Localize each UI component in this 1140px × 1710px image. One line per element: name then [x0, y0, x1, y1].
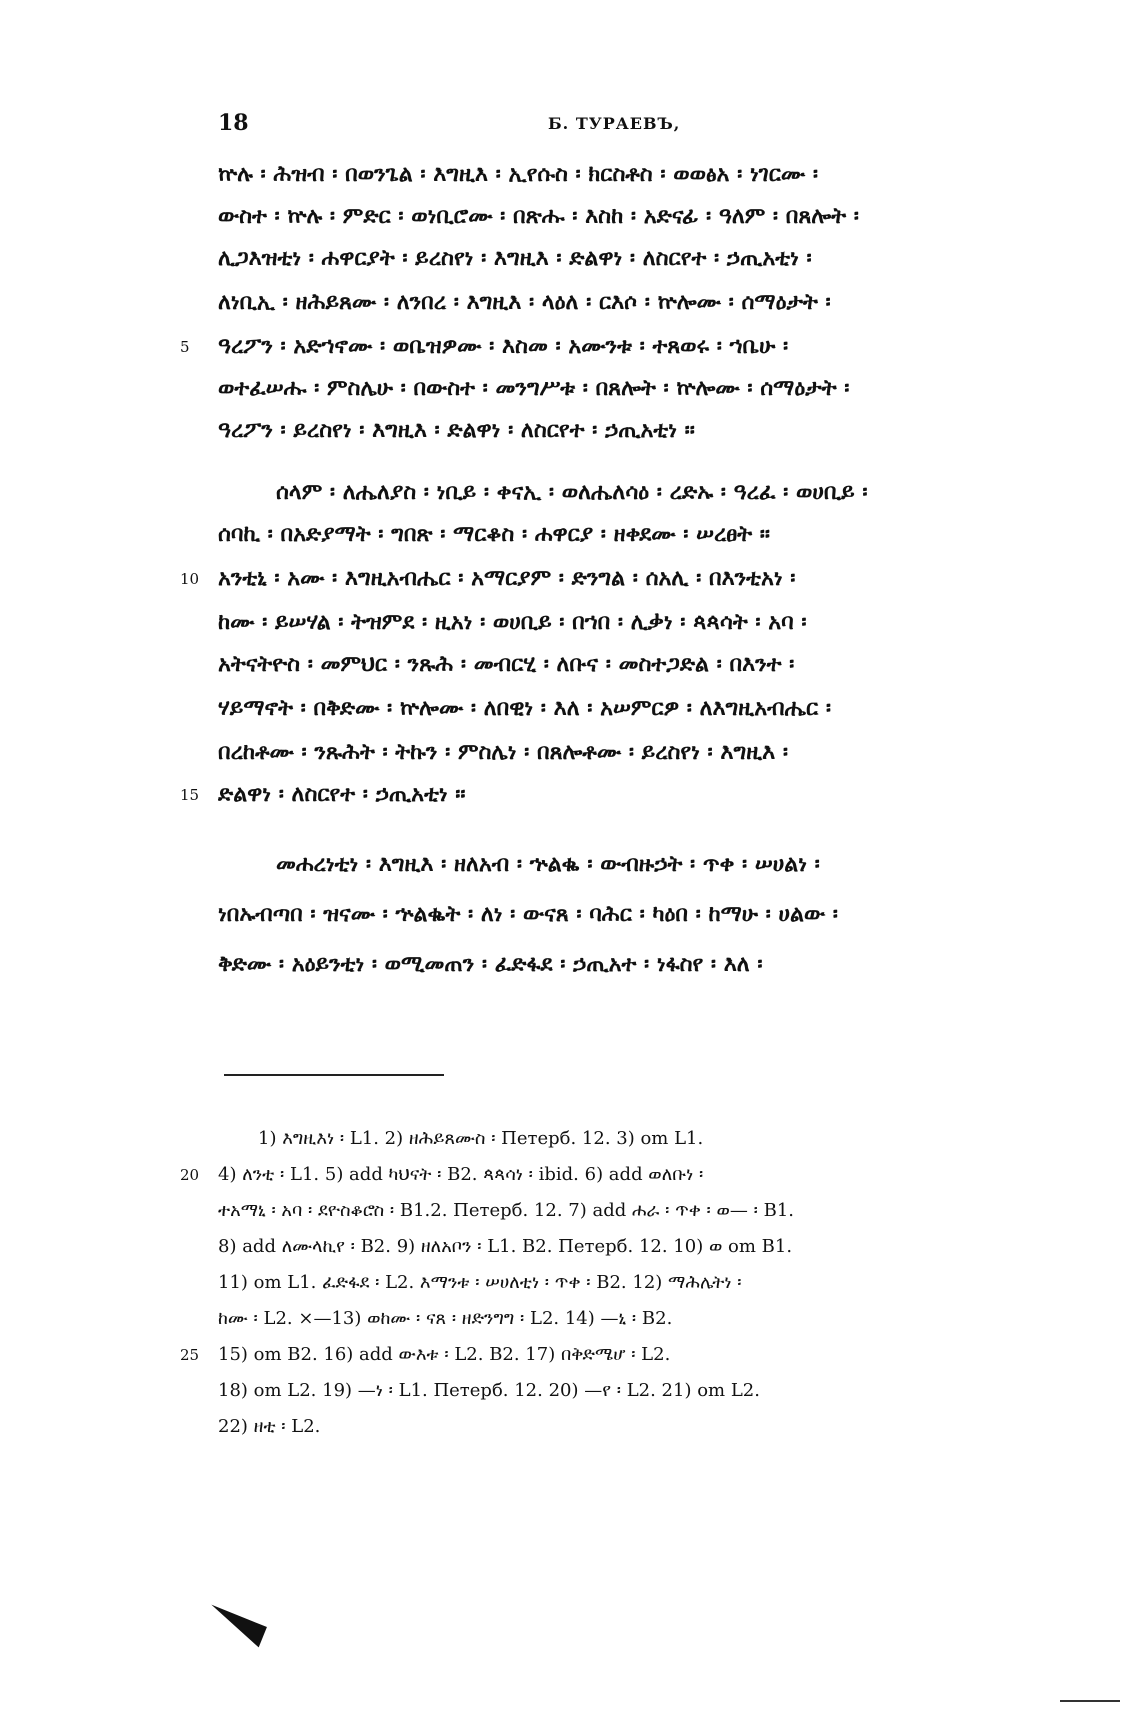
line-number: 15: [180, 786, 200, 804]
text-line: ወተፈሠሑ ፡ ምስሌሁ ፡ በውስተ ፡ መንግሥቱ ፡ በጸሎት ፡ ኵሎሙ ፡ ሰማዕታት ፡: [218, 376, 850, 401]
text-line: ሊጋእዝቲነ ፡ ሐዋርያት ፡ ይረስየነ ፡ እግዚእ ፡ ድልዋነ ፡ ለስርየተ ፡ ኃጢአቲነ ፡: [218, 246, 812, 271]
footnote-line: 15) om B2. 16) add ውእቱ ፡ L2. B2. 17) በቅድሜሆ ፡ L2.: [218, 1344, 671, 1365]
line-number: 10: [180, 570, 200, 588]
ink-smudge: [203, 1605, 267, 1648]
text-line: ኵሉ ፡ ሕዝብ ፡ በወንጌል ፡ እግዚእ ፡ ኢየሱስ ፡ ክርስቶስ ፡ ወወፅአ ፡ ነገርሙ ፡: [218, 162, 819, 187]
footnote-line: 1) እግዚእነ ፡ L1. 2) ዘሕይጸሙስ ፡ Петерб. 12. 3) om L1.: [258, 1128, 704, 1149]
footnote-line: ከሙ ፡ L2. ×—13) ወከሙ ፡ ናጸ ፡ ዘድንግግ ፡ L2. 14) —ኒ ፡ B2.: [218, 1308, 673, 1329]
footnote-line: 18) om L2. 19) —ነ ፡ L1. Петерб. 12. 20) —የ ፡ L2. 21) om L2.: [218, 1380, 760, 1401]
footnote-line: ተአማኒ ፡ አባ ፡ ደዮስቆሮስ ፡ B1.2. Петерб. 12. 7) add ሐራ ፡ ጥቀ ፡ ወ— ፡ B1.: [218, 1200, 795, 1221]
footnote-line: 22) ዘቲ ፡ L2.: [218, 1416, 321, 1437]
page-number: 18: [218, 110, 249, 136]
text-line: በረከቶሙ ፡ ንጹሕት ፡ ትኩን ፡ ምስሌነ ፡ በጸሎቶሙ ፡ ይረስየነ ፡ እግዚእ ፡: [218, 740, 789, 765]
running-head: Б. ТУРАЕВЪ,: [548, 114, 681, 133]
line-number: 20: [180, 1166, 200, 1184]
line-number: 25: [180, 1346, 200, 1364]
footnote-line: 11) om L1. ፈድፋደ ፡ L2. እማንቱ ፡ ሠሀለቲነ ፡ ጥቀ ፡ B2. 12) ማሕሌትነ ፡: [218, 1272, 742, 1293]
text-line: መሐረነቲነ ፡ እግዚእ ፡ ዘለአብ ፡ ኍልቈ ፡ ውብዙኃት ፡ ጥቀ ፡ ሠሀልነ ፡: [276, 852, 820, 877]
footnote-line: 8) add ለሙላኪየ ፡ B2. 9) ዘለአቦን ፡ L1. B2. Петерб. 12. 10) ወ om B1.: [218, 1236, 793, 1257]
text-line: አትናትዮስ ፡ መምህር ፡ ንጹሕ ፡ መብርሂ ፡ ለቡና ፡ መስተጋድል ፡ በእንተ ፡: [218, 652, 795, 677]
scan-edge-mark: [1060, 1700, 1120, 1702]
text-line: ውስተ ፡ ኵሉ ፡ ምድር ፡ ወነቢሮሙ ፡ በጽሑ ፡ እስከ ፡ አድናፊ ፡ ዓለም ፡ በጸሎት ፡: [218, 204, 859, 229]
text-line: ቅድሙ ፡ አዕይንቲነ ፡ ወሚመጠን ፡ ፈድፋደ ፡ ኃጢአተ ፡ ነፋስየ ፡ እለ ፡: [218, 952, 763, 977]
text-line: ድልዋነ ፡ ለስርየተ ፡ ኃጢአቲነ ።: [218, 782, 466, 807]
text-line: ነበኡብጣበ ፡ ዝናሙ ፡ ኍልቈት ፡ ለነ ፡ ውናጸ ፡ ባሕር ፡ ካዕበ ፡ ከማሁ ፡ ሀልው ፡: [218, 902, 838, 927]
text-line: ሰላም ፡ ለሔለያስ ፡ ነቢይ ፡ ቀናኢ ፡ ወለሔለሳዕ ፡ ረድኡ ፡ ዓረፈ ፡ ወሀቢይ ፡: [276, 480, 868, 505]
page-header: [218, 110, 1018, 150]
footnote-separator: [224, 1074, 444, 1076]
text-line: ከሙ ፡ ይሠሃል ፡ ትዝምደ ፡ ዚአነ ፡ ወሀቢይ ፡ በኀበ ፡ ሊቃነ ፡ ጳጳሳት ፡ አባ ፡: [218, 610, 807, 635]
text-line: ዓረፖን ፡ አድኀኖሙ ፡ ወቤዝዎሙ ፡ እስመ ፡ አሙንቱ ፡ ተጸወሩ ፡ ኀቤሁ ፡: [218, 334, 789, 359]
text-line: ዓረፖን ፡ ይረስየነ ፡ እግዚእ ፡ ድልዋነ ፡ ለስርየተ ፡ ኃጢአቲነ ።: [218, 418, 695, 443]
text-line: ሃይማኖት ፡ በቅድሙ ፡ ኵሎሙ ፡ ለበዊነ ፡ እለ ፡ አሠምርዎ ፡ ለእግዚአብሔር ፡: [218, 696, 832, 721]
text-line: አንቲኒ ፡ አሙ ፡ እግዚአብሔር ፡ አማርያም ፡ ድንግል ፡ ሰአሊ ፡ በእንቲአነ ፡: [218, 566, 796, 591]
footnote-line: 4) ለንቲ ፡ L1. 5) add ካህናት ፡ B2. ጳጳሳነ ፡ ibid. 6) add ወለቡነ ፡: [218, 1164, 704, 1185]
text-line: ለነቢኢ ፡ ዘሕይጸሙ ፡ ለንበረ ፡ እግዚእ ፡ ላዕለ ፡ ርእሶ ፡ ኵሎሙ ፡ ሰማዕታት ፡: [218, 290, 831, 315]
text-line: ሰባኪ ፡ በአድያማት ፡ ግበጽ ፡ ማርቆስ ፡ ሐዋርያ ፡ ዘቀደሙ ፡ ሠረፀት ።: [218, 522, 771, 547]
line-number: 5: [180, 338, 190, 356]
